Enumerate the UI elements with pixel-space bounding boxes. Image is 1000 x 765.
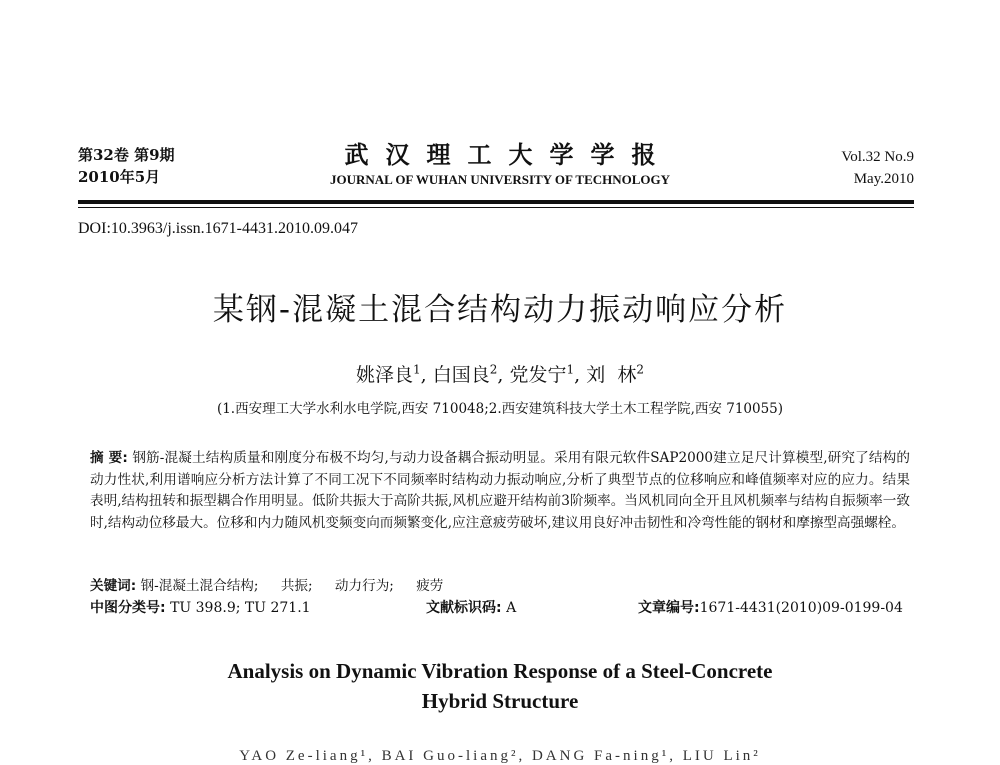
clc-value: TU 398.9; TU 271.1 [170, 600, 311, 616]
author-separator: , [574, 364, 581, 386]
keyword: 钢-混凝土混合结构; [140, 578, 259, 594]
doc-code-value: A [506, 600, 517, 616]
author-name: 刘 林 [586, 364, 637, 386]
author-affil-mark: 1 [566, 362, 575, 377]
keywords-label: 关键词: [90, 578, 137, 594]
clc-code [90, 597, 311, 617]
author-list-en: YAO Ze-liang¹, BAI Guo-liang², DANG Fa-ning¹, LIU Lin² [239, 748, 761, 764]
keyword: 疲劳 [416, 578, 444, 594]
article-no-value: 1671-4431(2010)09-0199-04 [699, 600, 903, 616]
journal-masthead [300, 140, 700, 188]
paper-title-cn: 某钢-混凝土混合结构动力振动响应分析 [212, 292, 788, 328]
document-code [426, 597, 516, 617]
author-name: 白国良 [432, 364, 490, 386]
author-name: 姚泽良 [356, 364, 414, 386]
journal-title-cn: 武汉理工大学学报 [344, 140, 673, 169]
journal-issue-info-cn [78, 144, 175, 188]
author-affil-mark: 2 [636, 362, 644, 377]
keyword: 共振; [280, 578, 313, 594]
title-en-line2: Hybrid Structure [421, 689, 579, 713]
abstract-text: 钢筋-混凝土结构质量和刚度分布极不均匀,与动力设备耦合振动明显。采用有限元软件SAP2000建立足尺计算模型,研究了结构的动力性状,利用谱响应分析方法计算了不同工况下不同频率时结构动力振动响应,分析了典型节点的位移响应和峰值频率对应的应力。结果表明,结构扭转和振型耦合作用明显。低阶共振大于高阶共振,风机应避开结构前3阶频率。当风机同向全开且风机频率与结构自振频率一致时,结构动位移最大。位移和内力随风机变频变向而频繁变化,应注意疲劳破坏,建议用良好冲击韧性和冷弯性能的钢材和摩擦型高强螺栓。 [90, 450, 911, 531]
header-rule-thin [78, 207, 914, 208]
author-name: 党发宁 [509, 364, 567, 386]
journal-issue-info-en [841, 146, 914, 190]
keyword: 动力行为; [334, 578, 394, 594]
affiliations: (1.西安理工大学水利水电学院,西安 710048;2.西安建筑科技大学土木工程学院,西安 710055) [216, 401, 784, 417]
paper-title-en [0, 656, 1000, 716]
article-number [638, 597, 903, 617]
author-affil-mark: 1 [413, 362, 421, 377]
doc-code-label: 文献标识码: [426, 600, 502, 616]
volume-issue-cn: 第32卷 第9期 [78, 146, 175, 164]
abstract [90, 448, 910, 534]
clc-label: 中图分类号: [90, 600, 166, 616]
journal-title-en: JOURNAL OF WUHAN UNIVERSITY OF TECHNOLOGY [329, 172, 671, 187]
header-rule-thick [78, 200, 914, 204]
date-en: May.2010 [853, 171, 914, 187]
date-cn: 2010年5月 [78, 168, 161, 186]
doi: DOI:10.3963/j.issn.1671-4431.2010.09.047 [78, 220, 358, 237]
abstract-label: 摘 要: [90, 450, 128, 466]
article-no-label: 文章编号: [638, 600, 700, 616]
author-list [0, 360, 1000, 387]
title-en-line1: Analysis on Dynamic Vibration Response of a Steel-Concrete [227, 659, 773, 683]
author-separator: , [497, 364, 504, 386]
author-separator: , [420, 364, 427, 386]
author-affil-mark: 2 [489, 362, 498, 377]
keywords [90, 574, 461, 594]
volume-issue-en: Vol.32 No.9 [841, 149, 914, 165]
